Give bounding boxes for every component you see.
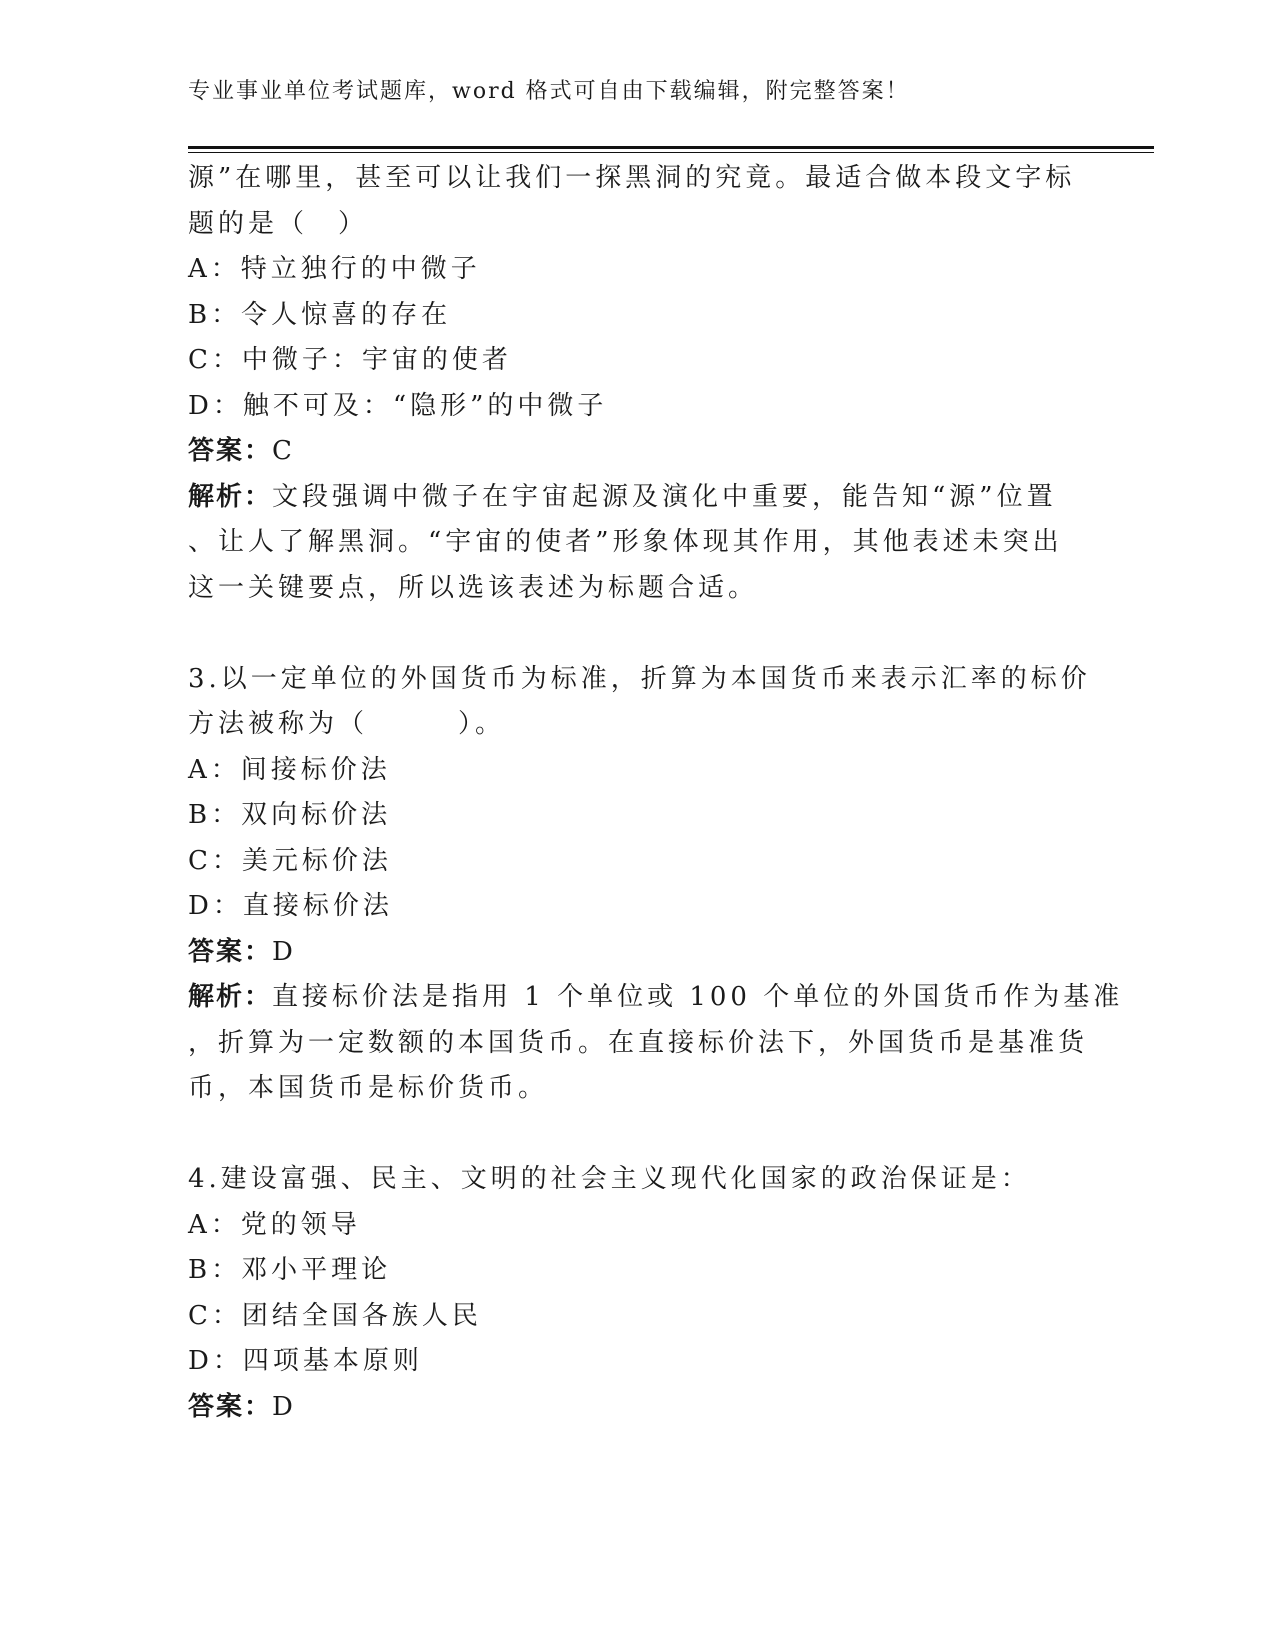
spacer (188, 1112, 1068, 1158)
answer-label: 答案： (188, 1391, 273, 1422)
answer-label: 答案： (188, 936, 273, 967)
option-d: D：触不可及：“隐形”的中微子 (188, 390, 608, 421)
page-header: 专业事业单位考试题库，word 格式可自由下载编辑，附完整答案！ (188, 79, 910, 104)
analysis-line (188, 475, 1068, 521)
analysis-text: 文段强调中微子在宇宙起源及演化中重要，能告知“源”位置 (272, 481, 1057, 512)
option-c: C：美元标价法 (188, 845, 392, 876)
header-rule-thick (188, 146, 1154, 149)
option-d: D：直接标价法 (188, 891, 393, 921)
answer-label: 答案： (188, 436, 273, 466)
question-stem: 3.以一定单位的外国货币为标准，折算为本国货币来表示汇率的标价 (188, 663, 1091, 694)
answer-value: D (272, 1391, 297, 1422)
analysis-text: 币，本国货币是标价货币。 (188, 1073, 549, 1103)
question-stem: 4.建设富强、民主、文明的社会主义现代化国家的政治保证是： (188, 1164, 1031, 1194)
question-stem: 方法被称为（ ）。 (188, 709, 506, 739)
option-a: A：特立独行的中微子 (188, 254, 481, 284)
spacer (188, 611, 1068, 657)
question-stem: 题的是（ ） (188, 208, 369, 239)
answer-value: D (272, 936, 297, 967)
answer-line (188, 1385, 1068, 1431)
header-rule-thin (188, 152, 1154, 153)
answer-line (188, 930, 1068, 976)
analysis-text: 直接标价法是指用 1 个单位或 100 个单位的外国货币作为基准 (272, 982, 1124, 1012)
analysis-label: 解析： (188, 481, 273, 512)
option-a: A：间接标价法 (188, 754, 391, 785)
option-b: B：双向标价法 (188, 800, 392, 830)
answer-line (188, 429, 1068, 475)
option-a: A：党的领导 (188, 1209, 361, 1240)
option-b: B：邓小平理论 (188, 1255, 392, 1285)
question-3 (188, 657, 1124, 1112)
option-c: C：团结全国各族人民 (188, 1300, 482, 1331)
analysis-label: 解析： (188, 982, 273, 1012)
question-2 (188, 156, 1076, 611)
analysis-text: 这一关键要点，所以选该表述为标题合适。 (188, 572, 759, 603)
analysis-line (188, 975, 1124, 1021)
analysis-text: 、让人了解黑洞。“宇宙的使者”形象体现其作用，其他表述未突出 (188, 527, 1063, 557)
question-stem: 源”在哪里，甚至可以让我们一探黑洞的究竟。最适合做本段文字标 (188, 163, 1076, 193)
question-4 (188, 1157, 1068, 1430)
analysis-text: ，折算为一定数额的本国货币。在直接标价法下，外国货币是基准货 (188, 1027, 1089, 1058)
answer-value: C (272, 436, 296, 466)
option-b: B：令人惊喜的存在 (188, 299, 452, 330)
document-body (188, 156, 1124, 1430)
option-d: D：四项基本原则 (188, 1346, 423, 1376)
option-c: C：中微子：宇宙的使者 (188, 345, 512, 375)
